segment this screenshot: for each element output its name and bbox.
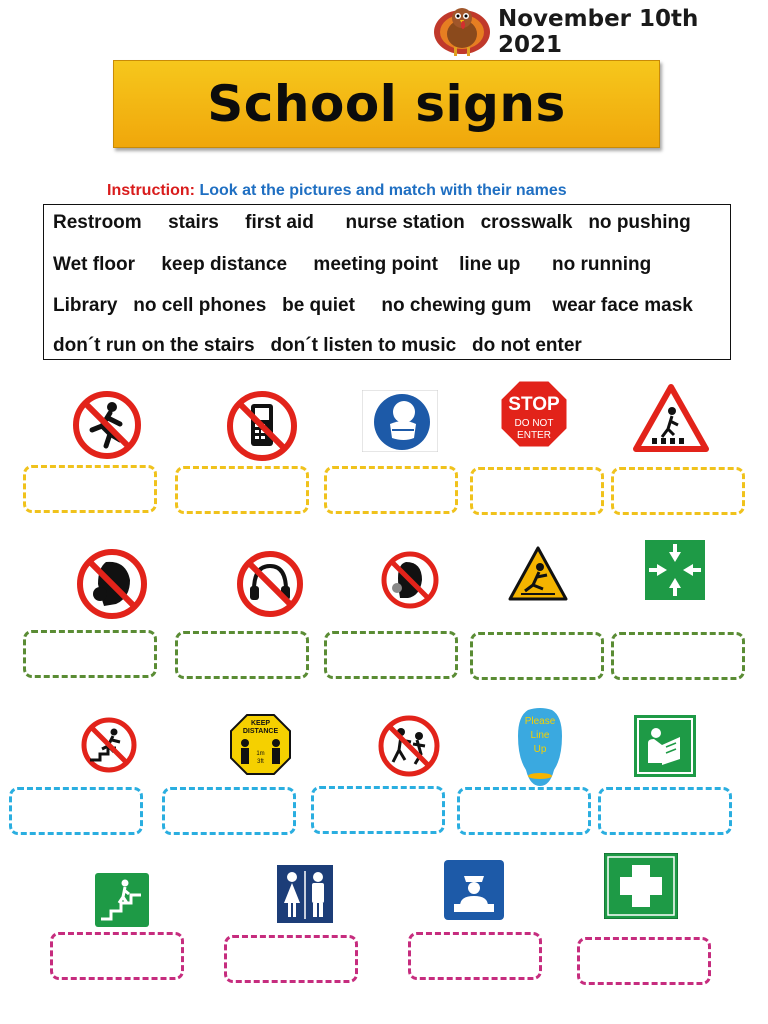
meeting-point-sign-icon xyxy=(645,540,705,600)
date-heading: November 10th 2021 xyxy=(498,6,699,58)
one-meter-label: 1m xyxy=(256,751,265,757)
word-bank-row: Wet floor keep distance meeting point line up no running xyxy=(53,254,652,275)
instruction xyxy=(107,182,567,200)
answer-box[interactable] xyxy=(23,630,157,678)
word-bank xyxy=(43,204,731,360)
face-mask-sign-icon xyxy=(362,390,438,452)
answer-box[interactable] xyxy=(50,932,184,980)
answer-box[interactable] xyxy=(598,787,732,835)
answer-box[interactable] xyxy=(224,935,358,983)
answer-box[interactable] xyxy=(611,467,745,515)
answer-box[interactable] xyxy=(577,937,711,985)
no-music-sign-icon xyxy=(236,550,304,618)
word-bank-row: don´t run on the stairs don´t listen to music do not enter xyxy=(53,335,582,356)
library-sign-icon xyxy=(634,715,696,777)
please-label: Please xyxy=(524,716,556,727)
title-banner xyxy=(113,60,660,148)
answer-box[interactable] xyxy=(9,787,143,835)
answer-box[interactable] xyxy=(470,632,604,680)
instruction-label: Instruction: xyxy=(107,182,195,199)
word-bank-row: Library no cell phones be quiet no chewing gum wear face mask xyxy=(53,295,693,316)
do-not-label: DO NOT xyxy=(514,418,554,429)
distance-label: DISTANCE xyxy=(242,728,279,735)
three-feet-label: 3ft xyxy=(257,759,264,765)
keep-label: KEEP xyxy=(250,720,271,727)
no-cell-phones-sign-icon xyxy=(226,390,298,462)
no-running-stairs-sign-icon xyxy=(80,716,138,774)
first-aid-sign-icon xyxy=(604,853,678,919)
answer-box[interactable] xyxy=(175,466,309,514)
instruction-text: Look at the pictures and match with their names xyxy=(195,182,567,199)
answer-box[interactable] xyxy=(457,787,591,835)
keep-distance-sign-icon xyxy=(229,713,292,776)
up-label: Up xyxy=(533,744,547,755)
stop-do-not-enter-sign-icon xyxy=(498,378,570,450)
line-up-sign-icon xyxy=(516,706,564,790)
answer-box[interactable] xyxy=(408,932,542,980)
line-label: Line xyxy=(530,730,550,741)
answer-box[interactable] xyxy=(162,787,296,835)
enter-label: ENTER xyxy=(517,430,551,441)
wet-floor-sign-icon xyxy=(507,545,569,603)
no-chewing-gum-sign-icon xyxy=(380,550,440,610)
nurse-station-sign-icon xyxy=(444,860,504,920)
answer-box[interactable] xyxy=(23,465,157,513)
answer-box[interactable] xyxy=(470,467,604,515)
page-title: School signs xyxy=(207,75,566,133)
be-quiet-sign-icon xyxy=(76,548,148,620)
answer-box[interactable] xyxy=(324,631,458,679)
restroom-sign-icon xyxy=(277,865,333,923)
no-pushing-sign-icon xyxy=(377,714,441,778)
stop-label: STOP xyxy=(508,394,560,415)
turkey-icon xyxy=(432,0,492,58)
answer-box[interactable] xyxy=(311,786,445,834)
answer-box[interactable] xyxy=(175,631,309,679)
word-bank-row: Restroom stairs first aid nurse station crosswalk no pushing xyxy=(53,212,691,233)
answer-box[interactable] xyxy=(611,632,745,680)
no-running-sign-icon xyxy=(72,390,142,460)
stairs-sign-icon xyxy=(95,873,149,927)
answer-box[interactable] xyxy=(324,466,458,514)
crosswalk-sign-icon xyxy=(632,383,710,453)
